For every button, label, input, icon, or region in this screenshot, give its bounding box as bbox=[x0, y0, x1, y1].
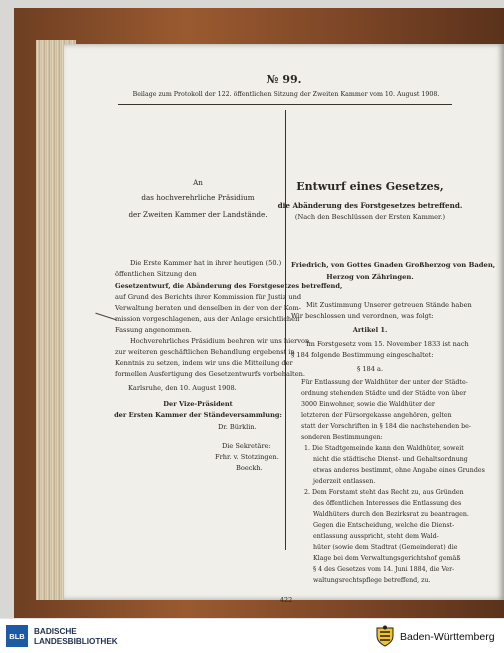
president-name: Dr. Bürklin. bbox=[218, 423, 257, 431]
left-body-line: Gesetzentwurf, die Abänderung des Forstgesetzes betreffend, bbox=[115, 282, 343, 290]
secretaries-label: Die Sekretäre: bbox=[222, 442, 271, 450]
section-line: entlassung ausspricht, steht dem Wald- bbox=[313, 533, 439, 540]
coat-of-arms-icon bbox=[374, 625, 396, 647]
recipient-line2: der Zweiten Kammer der Landstände. bbox=[128, 210, 268, 219]
blb-logo[interactable]: BLB bbox=[6, 625, 28, 647]
grand-duke-line2: Herzog von Zähringen. bbox=[326, 273, 414, 281]
draft-title: Entwurf eines Gesetzes, bbox=[296, 180, 444, 193]
section-line: Klage bei dem Verwaltungsgerichtshof gemäß bbox=[313, 555, 461, 562]
draft-subtitle: die Abänderung des Forstgesetzes betreffend. bbox=[277, 201, 463, 210]
header-rule bbox=[118, 104, 452, 105]
grand-duke-line1: Friedrich, von Gottes Gnaden Großherzog von Baden, bbox=[291, 261, 496, 269]
draft-note: (Nach den Beschlüssen der Ersten Kammer.) bbox=[294, 213, 446, 221]
document-number: № 99. bbox=[266, 73, 302, 86]
section-line: nicht die städtische Dienst- und Gehaltsordnung bbox=[313, 456, 468, 463]
presidium-line2: der Ersten Kammer der Ständeversammlung: bbox=[114, 411, 282, 419]
article-text-line2: § 184 folgende Bestimmung eingeschaltet: bbox=[291, 351, 434, 359]
section-line: sonderen Bestimmungen: bbox=[301, 434, 383, 441]
left-body-line: auf Grund des Berichts ihrer Kommission für Justiz und bbox=[115, 293, 302, 301]
preamble-line2: Wir beschlossen und verordnen, was folgt: bbox=[291, 312, 434, 320]
left-body-line: öffentlichen Sitzung den bbox=[115, 270, 197, 278]
presidium-line1: Der Vize-Präsident bbox=[163, 400, 233, 408]
place-date: Karlsruhe, den 10. August 1908. bbox=[128, 384, 237, 392]
left-body-line: zur weiteren geschäftlichen Behandlung ergebenst in bbox=[115, 348, 295, 356]
section-line: des öffentlichen Interesses die Entlassung des bbox=[313, 500, 462, 507]
blb-name-line1: BADISCHE bbox=[34, 627, 77, 636]
left-body-line: Fassung angenommen. bbox=[115, 326, 192, 334]
section-line: statt der Vorschriften in § 184 die nachstehenden be- bbox=[301, 423, 472, 430]
preamble-line1: Mit Zustimmung Unserer getreuen Stände haben bbox=[306, 301, 472, 309]
article-heading: Artikel 1. bbox=[352, 326, 388, 334]
section-line: Für Entlassung der Waldhüter der unter der Städte- bbox=[301, 379, 468, 386]
left-body-line: Verwaltung beraten und denselben in der von der Kom- bbox=[115, 304, 301, 312]
left-body-line: Kenntnis zu setzen, indem wir uns die Mitteilung der bbox=[115, 359, 293, 367]
secretary-name: Boeckh. bbox=[236, 464, 263, 472]
page-number: 422 bbox=[279, 596, 293, 604]
bw-label[interactable]: Baden-Württemberg bbox=[400, 631, 495, 643]
recipient-line1: das hochverehrliche Präsidium bbox=[141, 193, 255, 202]
section-line: § 4 des Gesetzes vom 14. Juni 1884, die Ver- bbox=[313, 566, 455, 573]
section-line: ordnung stehenden Städte und der Städte von über bbox=[301, 390, 467, 397]
secretary-name: Frhr. v. Stotzingen. bbox=[215, 453, 279, 461]
section-line: letzteren der Fürsorgekasse angehören, gelten bbox=[301, 412, 452, 419]
section-line: 3000 Einwohner, sowie die Waldhüter der bbox=[301, 401, 435, 408]
section-line: hüter (sowie dem Stadtrat (Gemeinderat) die bbox=[313, 544, 458, 551]
left-body-line: Die Erste Kammer hat in ihrer heutigen (50.) bbox=[130, 259, 282, 267]
section-line: Waldhüters durch den Bezirksrat zu beantragen. bbox=[313, 511, 469, 518]
section-line: 2. Dem Forstamt steht das Recht zu, aus Gründen bbox=[304, 489, 464, 496]
section-line: Gegen die Entscheidung, welche die Dienst- bbox=[313, 522, 455, 529]
left-body-line: formellen Ausfertigung des Gesetzentwurfs vorbehalten. bbox=[115, 370, 305, 378]
section-line: jederzeit entlassen. bbox=[313, 478, 376, 485]
blb-name[interactable] bbox=[34, 627, 118, 646]
section-heading: § 184 a. bbox=[356, 365, 384, 373]
section-line: waltungsrechtspflege betreffend, zu. bbox=[313, 577, 431, 584]
column-divider bbox=[285, 110, 286, 550]
section-line: etwas anderes bestimmt, ohne Angabe eines Grundes bbox=[313, 467, 485, 474]
library-footer bbox=[0, 618, 504, 653]
left-body-line: Hochverehrliches Präsidium beehren wir uns hiervon bbox=[130, 337, 310, 345]
blb-name-line2: LANDESBIBLIOTHEK bbox=[34, 636, 118, 646]
left-an: An bbox=[193, 178, 203, 187]
document-subtitle: Beilage zum Protokoll der 122. öffentlichen Sitzung der Zweiten Kammer vom 10. August 1908. bbox=[132, 91, 440, 98]
section-line: 1. Die Stadtgemeinde kann den Waldhüter, soweit bbox=[304, 445, 464, 452]
article-text-line1: Im Forstgesetz vom 15. November 1833 ist nach bbox=[306, 340, 469, 348]
left-body-line: mission vorgeschlagenen, aus der Anlage ersichtlichen bbox=[115, 315, 300, 323]
